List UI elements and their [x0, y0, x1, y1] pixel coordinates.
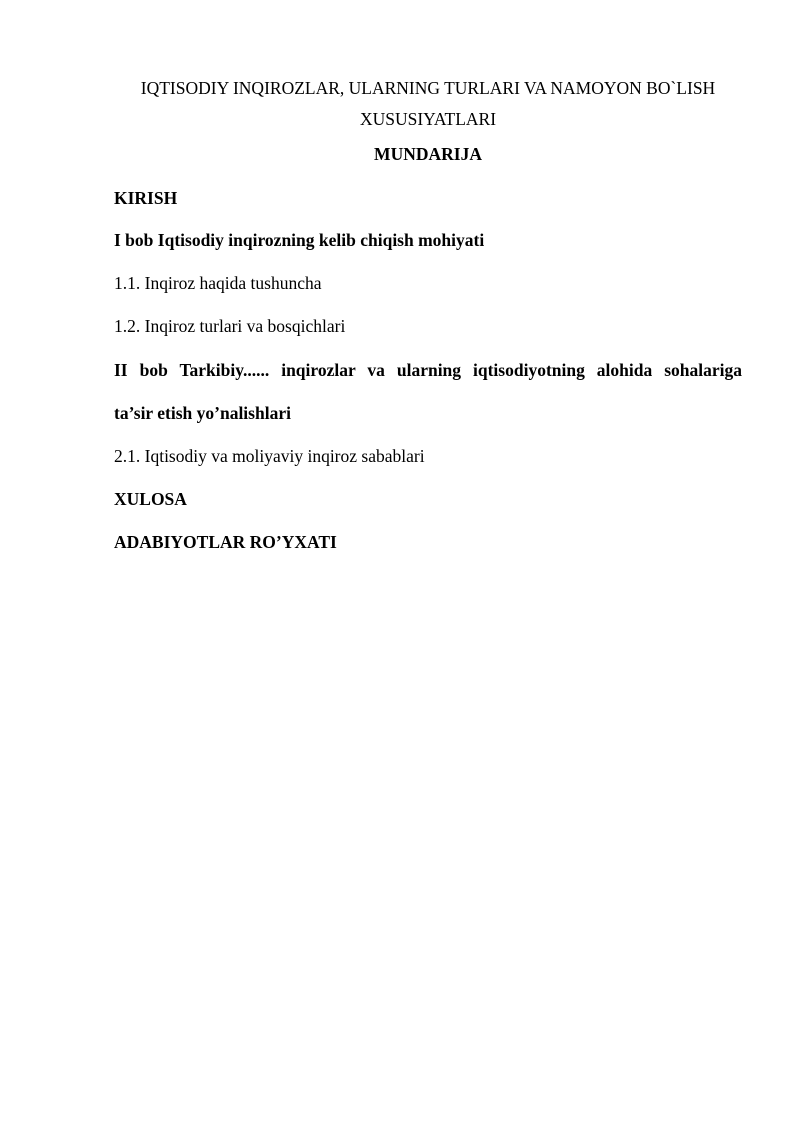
toc-item-section-1-2: 1.2. Inqiroz turlari va bosqichlari	[114, 316, 346, 336]
document-title-line-2: XUSUSIYATLARI	[359, 109, 497, 129]
toc-item-intro: KIRISH	[114, 188, 178, 208]
toc-heading: MUNDARIJA	[374, 144, 482, 164]
toc-item-section-1-1: 1.1. Inqiroz haqida tushuncha	[114, 273, 322, 293]
toc-item-chapter-2-line-2: ta’sir etish yo’nalishlari	[114, 403, 291, 423]
toc-item-chapter-2-line-1: II bob Tarkibiy...... inqirozlar va ularning iqtisodiyotning alohida sohalariga	[114, 360, 742, 380]
toc-item-chapter-1: I bob Iqtisodiy inqirozning kelib chiqish mohiyati	[114, 230, 485, 250]
document-title-line-1: IQTISODIY INQIROZLAR, ULARNING TURLARI VA NAMOYON BO`LISH	[140, 78, 716, 98]
toc-item-conclusion: XULOSA	[114, 489, 187, 509]
toc-item-section-2-1: 2.1. Iqtisodiy va moliyaviy inqiroz sabablari	[114, 446, 425, 466]
toc-item-references: ADABIYOTLAR RO’YXATI	[114, 532, 337, 552]
